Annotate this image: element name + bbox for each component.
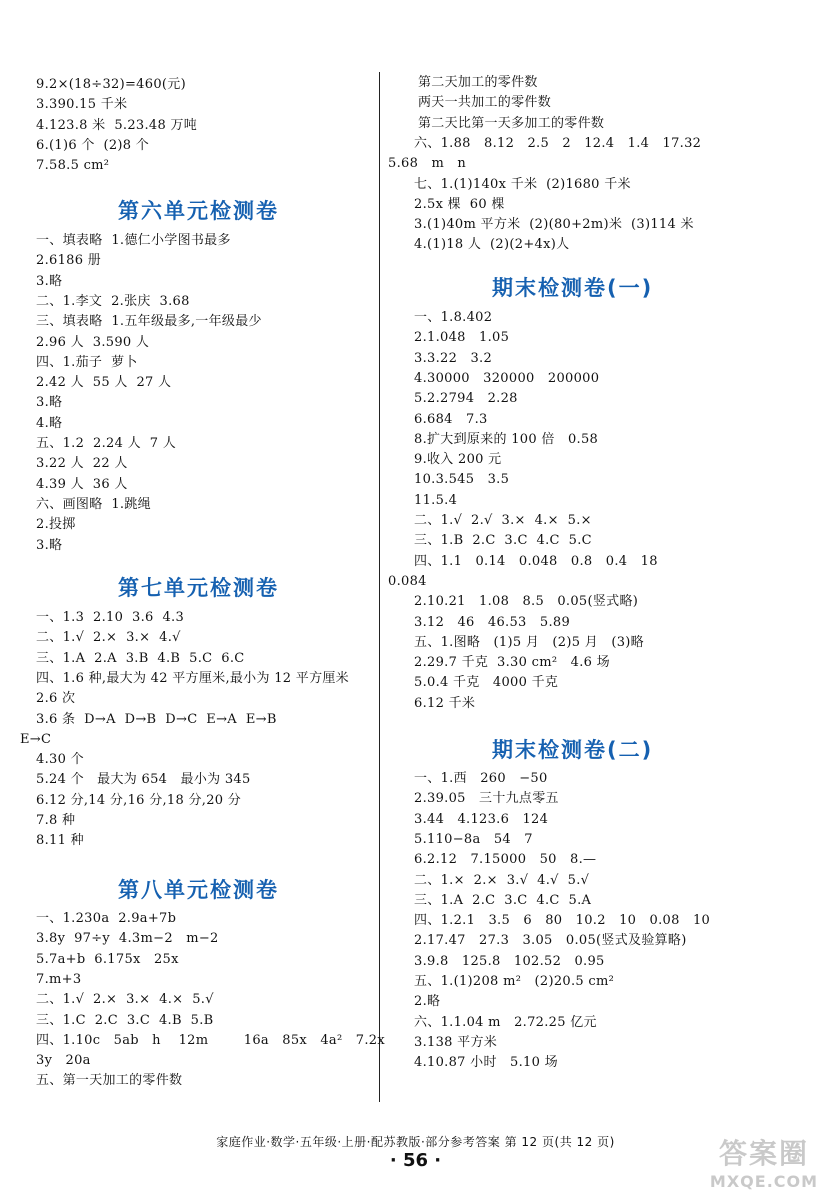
answer-line: 2.投掷 <box>36 517 76 533</box>
answer-line: 3y 20a <box>36 1053 91 1069</box>
section-title-final1: 期末检测卷(一) <box>492 276 654 300</box>
answer-line: 四、1.茄子 萝卜 <box>36 354 138 370</box>
answer-line: 2.29.7 千克 3.30 cm² 4.6 场 <box>414 655 610 671</box>
answer-line: 七、1.(1)140x 千米 (2)1680 千米 <box>414 176 631 192</box>
answer-line: 2.42 人 55 人 27 人 <box>36 375 172 391</box>
answer-line: 9.2×(18÷32)=460(元) <box>36 77 186 92</box>
answer-line: 一、1.西 260 −50 <box>414 771 548 786</box>
answer-line: 3.略 <box>36 537 63 553</box>
answer-line: 三、填表略 1.五年级最多,一年级最少 <box>36 314 262 330</box>
answer-line: 二、1.李文 2.张庆 3.68 <box>36 293 190 309</box>
answer-line: 2.17.47 27.3 3.05 0.05(竖式及验算略) <box>414 933 687 949</box>
answer-line: 4.123.8 米 5.23.48 万吨 <box>36 117 198 133</box>
answer-line: 一、1.8.402 <box>414 310 493 325</box>
answer-line: 五、1.图略 (1)5 月 (2)5 月 (3)略 <box>414 634 644 650</box>
answer-line: 两天一共加工的零件数 <box>418 95 552 111</box>
answer-line: 三、1.B 2.C 3.C 4.C 5.C <box>414 533 592 549</box>
answer-line: 5.68 m n <box>388 156 467 172</box>
answer-line: 二、1.× 2.× 3.√ 4.√ 5.√ <box>414 872 590 888</box>
answer-line: 二、1.√ 2.√ 3.× 4.× 5.× <box>414 513 592 528</box>
answer-line: 3.22 人 22 人 <box>36 456 128 472</box>
answer-line: 四、1.10c 5ab h 12m 16a 85x 4a² 7.2x <box>36 1032 385 1048</box>
section-title-final2: 期末检测卷(二) <box>492 738 654 762</box>
answer-line: 3.390.15 千米 <box>36 97 128 113</box>
answer-line: 3.8y 97÷y 4.3m−2 m−2 <box>36 931 219 947</box>
answer-line: 一、1.3 2.10 3.6 4.3 <box>36 610 185 625</box>
answer-line: 2.5x 棵 60 棵 <box>414 196 505 212</box>
answer-line: 4.30000 320000 200000 <box>414 370 600 386</box>
answer-line: 3.12 46 46.53 5.89 <box>414 614 571 630</box>
answer-line: 4.略 <box>36 415 63 431</box>
answer-line: 4.(1)18 人 (2)(2+4x)人 <box>414 237 570 253</box>
answer-line: 2.39.05 三十九点零五 <box>414 791 559 807</box>
answer-line: 2.96 人 3.590 人 <box>36 334 150 350</box>
answer-line: 3.44 4.123.6 124 <box>414 811 549 827</box>
answer-line: 五、第一天加工的零件数 <box>36 1073 183 1089</box>
answer-line: 2.6186 册 <box>36 253 102 269</box>
answer-line: 2.10.21 1.08 8.5 0.05(竖式略) <box>414 594 639 610</box>
answer-line: E→C <box>20 731 52 747</box>
section-title-unit8: 第八单元检测卷 <box>118 878 279 902</box>
answer-line: 二、1.√ 2.× 3.× 4.× 5.√ <box>36 992 214 1008</box>
answer-line: 第二天加工的零件数 <box>418 75 538 90</box>
answer-line: 6.12 分,14 分,16 分,18 分,20 分 <box>36 792 242 808</box>
answer-line: 2.略 <box>414 994 441 1010</box>
answer-line: 四、1.2.1 3.5 6 80 10.2 10 0.08 10 <box>414 913 711 929</box>
watermark-top: 答案圈 <box>718 1137 809 1170</box>
answer-line: 8.扩大到原来的 100 倍 0.58 <box>414 431 599 447</box>
answer-line: 3.3.22 3.2 <box>414 350 493 366</box>
answer-line: 一、1.230a 2.9a+7b <box>36 911 177 926</box>
answer-line: 二、1.√ 2.× 3.× 4.√ <box>36 630 181 646</box>
answer-line: 7.58.5 cm² <box>36 158 110 174</box>
section-title-unit7: 第七单元检测卷 <box>118 576 279 600</box>
answer-line: 6.2.12 7.15000 50 8.— <box>414 852 597 868</box>
watermark-logo <box>705 1132 823 1194</box>
answer-line: 一、填表略 1.德仁小学图书最多 <box>36 233 231 248</box>
answer-line: 三、1.A 2.A 3.B 4.B 5.C 6.C <box>36 650 245 666</box>
answer-line: 五、1.(1)208 m² (2)20.5 cm² <box>414 974 615 989</box>
answer-line: 四、1.6 种,最大为 42 平方厘米,最小为 12 平方厘米 <box>36 670 349 686</box>
answer-line: 4.39 人 36 人 <box>36 476 128 492</box>
answer-line: 五、1.2 2.24 人 7 人 <box>36 436 177 451</box>
answer-line: 2.6 次 <box>36 691 76 707</box>
answer-line: 三、1.C 2.C 3.C 4.B 5.B <box>36 1012 214 1028</box>
answer-line: 六、1.1.04 m 2.72.25 亿元 <box>414 1014 597 1030</box>
answer-line: 三、1.A 2.C 3.C 4.C 5.A <box>414 892 592 908</box>
answer-line: 4.30 个 <box>36 752 84 768</box>
answer-line: 5.110−8a 54 7 <box>414 831 533 847</box>
answer-line: 9.收入 200 元 <box>414 452 502 468</box>
answer-line: 0.084 <box>388 573 427 589</box>
answer-line: 3.9.8 125.8 102.52 0.95 <box>414 953 605 969</box>
answer-line: 六、画图略 1.跳绳 <box>36 496 151 512</box>
answer-line: 3.6 条 D→A D→B D→C E→A E→B <box>36 711 277 727</box>
answer-line: 11.5.4 <box>414 492 458 508</box>
answer-line: 5.0.4 千克 4000 千克 <box>414 675 559 691</box>
answer-line: 四、1.1 0.14 0.048 0.8 0.4 18 <box>414 553 658 569</box>
answer-line: 第二天比第一天多加工的零件数 <box>418 115 605 131</box>
answer-line: 7.m+3 <box>36 971 82 987</box>
answer-line: 4.10.87 小时 5.10 场 <box>414 1055 558 1071</box>
answer-line: 3.(1)40m 平方米 (2)(80+2m)米 (3)114 米 <box>414 217 694 233</box>
footer-text: 家庭作业·数学·五年级·上册·配苏教版·部分参考答案 第 12 页(共 12 页) <box>216 1135 615 1149</box>
answer-line: 3.略 <box>36 273 63 289</box>
answer-line: 6.684 7.3 <box>414 411 488 427</box>
answer-line: 6.(1)6 个 (2)8 个 <box>36 137 150 153</box>
answer-line: 5.2.2794 2.28 <box>414 391 518 407</box>
watermark-bottom: MXQE.COM <box>709 1172 819 1191</box>
column-divider <box>379 72 380 1102</box>
answer-line: 3.138 平方米 <box>414 1034 498 1050</box>
answer-line: 3.略 <box>36 395 63 411</box>
answer-line: 10.3.545 3.5 <box>414 472 510 488</box>
answer-line: 六、1.88 8.12 2.5 2 12.4 1.4 17.32 <box>414 135 702 151</box>
answer-line: 2.1.048 1.05 <box>414 330 510 346</box>
answer-line: 5.24 个 最大为 654 最小为 345 <box>36 772 251 788</box>
answer-line: 7.8 种 <box>36 813 76 828</box>
section-title-unit6: 第六单元检测卷 <box>118 199 279 223</box>
answer-line: 5.7a+b 6.175x 25x <box>36 951 179 967</box>
answer-line: 8.11 种 <box>36 833 84 849</box>
page-number: · 56 · <box>389 1150 442 1171</box>
answer-line: 6.12 千米 <box>414 695 476 711</box>
